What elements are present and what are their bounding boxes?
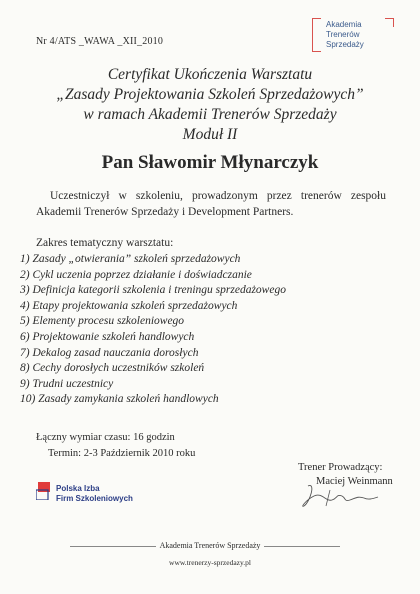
academy-logo-text bbox=[326, 20, 364, 50]
topic-item: 6) Projektowanie szkoleń handlowych bbox=[20, 330, 195, 343]
logo-arrow-icon bbox=[385, 18, 394, 27]
academy-logo bbox=[312, 18, 394, 52]
signature-icon bbox=[296, 472, 386, 512]
topics-list bbox=[20, 252, 286, 408]
intro-text: Uczestniczył w szkoleniu, prowadzonym przez trenerów zespołu Akademii Trenerów Sprzedaży i Development Partners. bbox=[36, 190, 386, 218]
program-name: w ramach Akademii Trenerów Sprzedaży bbox=[83, 106, 337, 123]
topic-item: 5) Elementy procesu szkoleniowego bbox=[20, 315, 185, 328]
recipient-name: Pan Sławomir Młynarczyk bbox=[101, 152, 319, 173]
total-time: Łączny wymiar czasu: 16 godzin bbox=[36, 432, 175, 443]
certificate-title: Certyfikat Ukończenia Warsztatu bbox=[107, 66, 313, 83]
scope-heading: Zakres tematyczny warsztatu: bbox=[36, 237, 174, 249]
topic-item: 4) Etapy projektowania szkoleń sprzedażowych bbox=[20, 299, 238, 312]
pif-logo-text bbox=[56, 484, 133, 504]
topic-item: 9) Trudni uczestnicy bbox=[20, 377, 114, 390]
logo-line-2: Trenerów bbox=[326, 30, 360, 39]
trainer-heading: Trener Prowadzący: bbox=[298, 462, 383, 473]
logo-line-3: Sprzedaży bbox=[326, 40, 364, 49]
workshop-name: „Zasady Projektowania Szkoleń Sprzedażowych” bbox=[56, 86, 364, 103]
document-number: Nr 4/ATS _WAWA _XII_2010 bbox=[36, 36, 164, 47]
footer-academy-text: Akademia Trenerów Sprzedaży bbox=[156, 541, 265, 550]
topic-item: 8) Cechy dorosłych uczestników szkoleń bbox=[20, 362, 205, 375]
footer-website: www.trenerzy-sprzedazy.pl bbox=[169, 558, 251, 567]
topic-item: 3) Definicja kategorii szkolenia i treningu sprzedażowego bbox=[20, 284, 286, 297]
footer-academy bbox=[0, 541, 420, 550]
module-name: Moduł II bbox=[182, 126, 238, 143]
pif-logo bbox=[36, 480, 146, 510]
topic-item: 7) Dekalog zasad nauczania dorosłych bbox=[20, 346, 199, 359]
pif-mark-icon bbox=[36, 482, 50, 500]
logo-bracket-icon bbox=[312, 18, 321, 52]
pif-line-2: Firm Szkoleniowych bbox=[56, 494, 133, 503]
topic-item: 1) Zasady „otwierania” szkoleń sprzedażowych bbox=[20, 253, 241, 265]
topic-item: 10) Zasady zamykania szkoleń handlowych bbox=[20, 393, 219, 406]
logo-line-1: Akademia bbox=[326, 20, 362, 29]
term-date: Termin: 2-3 Październik 2010 roku bbox=[48, 448, 196, 459]
pif-line-1: Polska Izba bbox=[56, 484, 100, 493]
topic-item: 2) Cykl uczenia poprzez działanie i doświadczanie bbox=[20, 268, 252, 281]
trainer-name: Maciej Weinmann bbox=[316, 476, 393, 487]
